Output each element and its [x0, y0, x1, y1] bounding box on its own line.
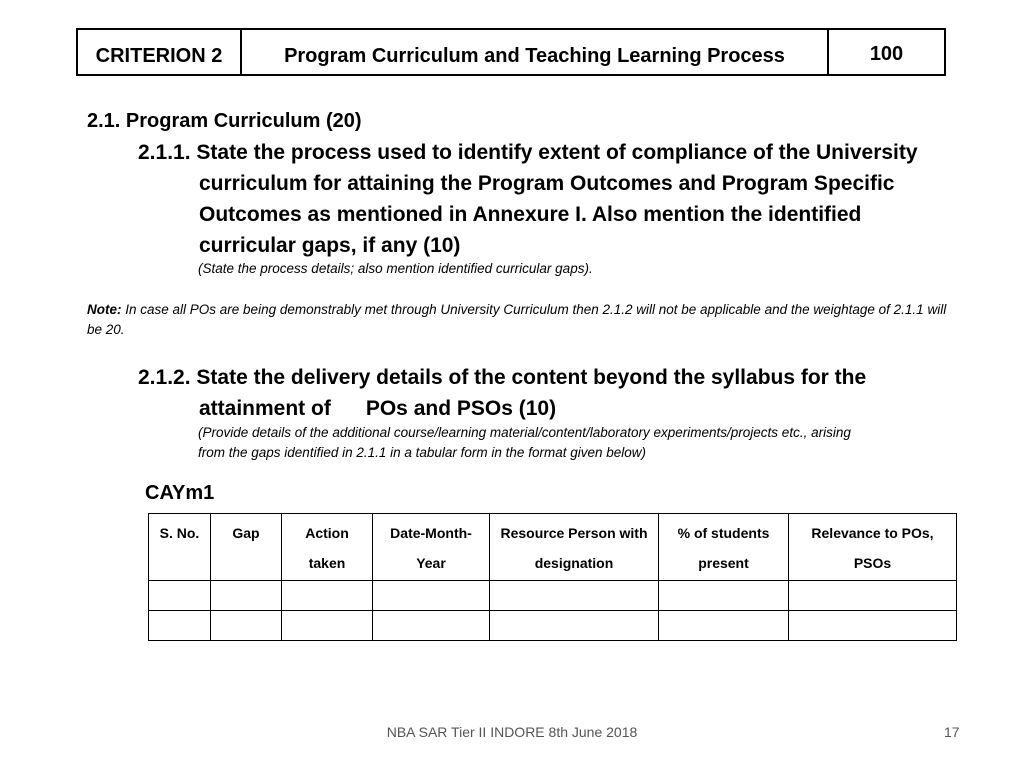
item-2-1-1-line1: State the process used to identify extent of compliance of the University	[196, 141, 918, 164]
table-cell	[789, 581, 957, 611]
column-header: Action taken	[282, 514, 373, 581]
table-header-row	[149, 514, 957, 581]
note-label: Note:	[87, 302, 122, 317]
table-cell	[373, 581, 490, 611]
item-2-1-2-line2: attainment of POs and PSOs (10)	[199, 397, 557, 420]
item-2-1-2-hint-line2: from the gaps identified in 2.1.1 in a tabular form in the format given below)	[198, 445, 646, 460]
delivery-details-table	[148, 513, 957, 641]
caym-label: CAYm1	[145, 482, 215, 504]
section-heading: 2.1. Program Curriculum (20)	[87, 110, 362, 132]
table-cell	[282, 611, 373, 641]
item-2-1-2-hint	[198, 423, 851, 463]
table-cell	[149, 581, 211, 611]
column-header: Date-Month- Year	[373, 514, 490, 581]
table-cell	[659, 611, 789, 641]
note-paragraph	[87, 300, 947, 340]
table-cell	[211, 611, 282, 641]
table-cell	[659, 581, 789, 611]
item-2-1-1-hint: (State the process details; also mention identified curricular gaps).	[198, 261, 593, 276]
footer-text: NBA SAR Tier II INDORE 8th June 2018	[386, 724, 638, 740]
item-2-1-1-line3: Outcomes as mentioned in Annexure I. Also mention the identified	[199, 203, 862, 226]
item-2-1-1-line4: curricular gaps, if any (10)	[199, 234, 461, 257]
item-2-1-1-line2: curriculum for attaining the Program Outcomes and Program Specific	[199, 172, 895, 195]
table-row	[149, 611, 957, 641]
item-2-1-2-number: 2.1.2.	[138, 366, 191, 389]
column-header: Relevance to POs, PSOs	[789, 514, 957, 581]
note-text: In case all POs are being demonstrably met through University Curriculum then 2.1.2 will not be applicable and the weightage of 2.1.1 will be 20.	[87, 302, 947, 337]
table-cell	[789, 611, 957, 641]
item-2-1-1-number: 2.1.1.	[138, 141, 191, 164]
column-header: S. No.	[149, 514, 211, 581]
table-cell	[149, 611, 211, 641]
table-cell	[490, 581, 659, 611]
column-header: % of students present	[659, 514, 789, 581]
column-header: Resource Person with designation	[490, 514, 659, 581]
table-cell	[282, 581, 373, 611]
criterion-header	[76, 28, 946, 76]
column-header: Gap	[211, 514, 282, 581]
criterion-label: CRITERION 2	[78, 30, 242, 74]
table-cell	[490, 611, 659, 641]
item-2-1-1-heading	[138, 137, 918, 261]
item-2-1-2-hint-line1: (Provide details of the additional course/learning material/content/laboratory experiments/projects etc., arising	[198, 425, 851, 440]
criterion-title: Program Curriculum and Teaching Learning Process	[242, 30, 829, 74]
item-2-1-2-heading	[138, 362, 866, 424]
item-2-1-2-line1: State the delivery details of the content beyond the syllabus for the	[196, 366, 867, 389]
table-row	[149, 581, 957, 611]
table-cell	[373, 611, 490, 641]
page-number: 17	[944, 724, 960, 740]
table-cell	[211, 581, 282, 611]
criterion-marks: 100	[869, 43, 904, 65]
